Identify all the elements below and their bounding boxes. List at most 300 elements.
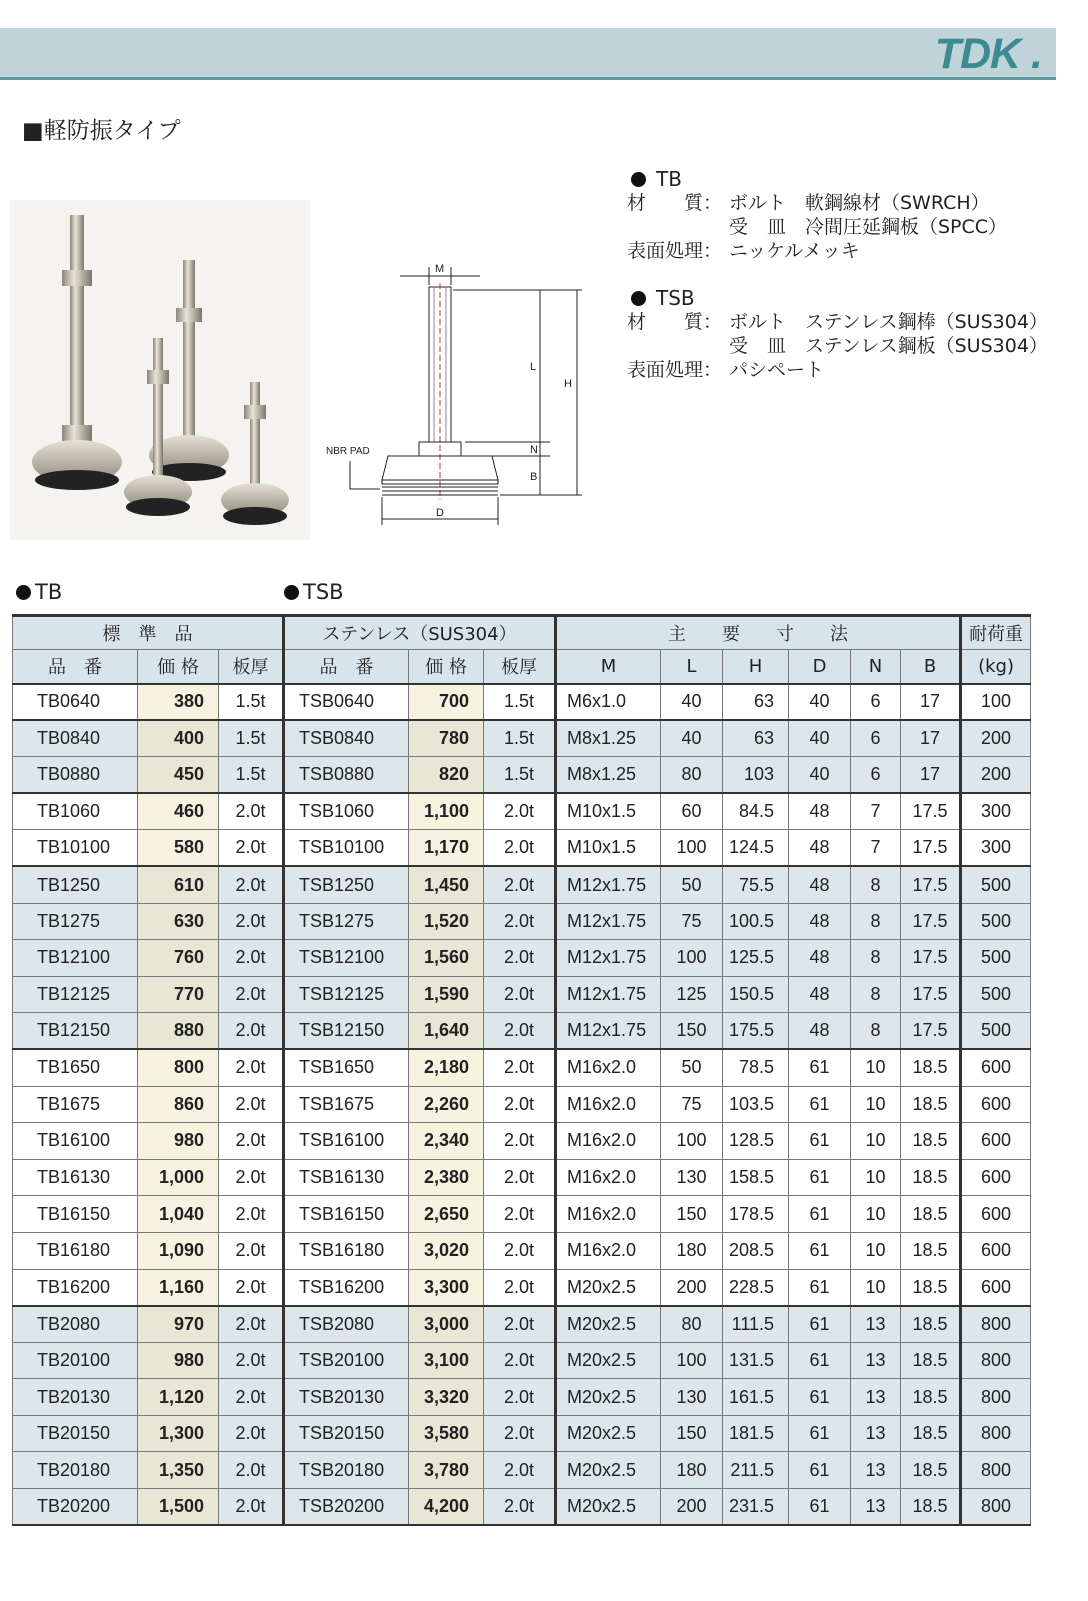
- table-row: [13, 1159, 1031, 1196]
- cell-tbt: 2.0t: [219, 1415, 284, 1452]
- cell-n: 6: [851, 757, 901, 794]
- table-row: [13, 1489, 1031, 1526]
- cell-tsbt: 2.0t: [484, 976, 556, 1013]
- cell-tbt: 2.0t: [219, 940, 284, 977]
- cell-tsbp: 1,100: [409, 793, 484, 830]
- cell-tsb: TSB16100: [284, 1123, 409, 1160]
- spec-tb-material-label: 材 質：: [627, 192, 723, 214]
- cell-tsb: TSB16180: [284, 1232, 409, 1269]
- cell-tsb: TSB16130: [284, 1159, 409, 1196]
- cell-tbp: 400: [138, 720, 219, 757]
- cell-tbp: 1,300: [138, 1415, 219, 1452]
- table-row: [13, 1379, 1031, 1416]
- cell-h: 84.5: [723, 793, 789, 830]
- cell-m: M20x2.5: [556, 1379, 661, 1416]
- col-h: H: [723, 650, 789, 684]
- cell-tbp: 580: [138, 830, 219, 867]
- cell-load: 500: [961, 1013, 1031, 1050]
- cell-tsb: TSB0840: [284, 720, 409, 757]
- cell-tsbt: 2.0t: [484, 1232, 556, 1269]
- cell-b: 18.5: [901, 1452, 961, 1489]
- spec-tsb-material-plate: 受 皿 ステンレス鋼板（SUS304）: [729, 335, 1048, 357]
- dim-d-label: D: [436, 507, 444, 519]
- cell-load: 600: [961, 1232, 1031, 1269]
- cell-tbp: 970: [138, 1306, 219, 1343]
- spec-tsb-title: TSB: [627, 286, 1048, 310]
- cell-tsbt: 2.0t: [484, 1415, 556, 1452]
- cell-n: 13: [851, 1342, 901, 1379]
- cell-tb: TB16150: [13, 1196, 138, 1233]
- spec-table: [12, 614, 1031, 1526]
- cell-d: 48: [789, 866, 851, 903]
- cell-tbt: 2.0t: [219, 793, 284, 830]
- col-n: N: [851, 650, 901, 684]
- cell-m: M16x2.0: [556, 1196, 661, 1233]
- cell-l: 200: [661, 1269, 723, 1306]
- cell-b: 18.5: [901, 1159, 961, 1196]
- cell-d: 61: [789, 1489, 851, 1526]
- cell-tsb: TSB20130: [284, 1379, 409, 1416]
- cell-tbt: 1.5t: [219, 757, 284, 794]
- cell-m: M20x2.5: [556, 1269, 661, 1306]
- cell-tsb: TSB16150: [284, 1196, 409, 1233]
- nbr-pad-label: NBR PAD: [326, 446, 370, 457]
- cell-tsbp: 3,100: [409, 1342, 484, 1379]
- cell-tsb: TSB20180: [284, 1452, 409, 1489]
- cell-load: 600: [961, 1086, 1031, 1123]
- cell-load: 800: [961, 1379, 1031, 1416]
- cell-tbp: 1,000: [138, 1159, 219, 1196]
- cell-tbp: 1,350: [138, 1452, 219, 1489]
- cell-tb: TB12100: [13, 940, 138, 977]
- cell-tb: TB20180: [13, 1452, 138, 1489]
- cell-tsbp: 1,170: [409, 830, 484, 867]
- brand-logo: TDK .: [934, 30, 1042, 78]
- cell-l: 130: [661, 1159, 723, 1196]
- cell-l: 75: [661, 903, 723, 940]
- cell-tb: TB0640: [13, 684, 138, 721]
- cell-tsbp: 2,180: [409, 1049, 484, 1086]
- cell-h: 63: [723, 720, 789, 757]
- cell-m: M8x1.25: [556, 720, 661, 757]
- cell-l: 50: [661, 1049, 723, 1086]
- spec-tsb-material-label: 材 質：: [627, 311, 723, 333]
- cell-d: 61: [789, 1415, 851, 1452]
- cell-tsbt: 2.0t: [484, 940, 556, 977]
- bullet-icon: [631, 291, 646, 306]
- cell-l: 125: [661, 976, 723, 1013]
- cell-m: M16x2.0: [556, 1159, 661, 1196]
- cell-m: M16x2.0: [556, 1123, 661, 1160]
- cell-tsbt: 2.0t: [484, 1049, 556, 1086]
- col-tsb-thickness: 板厚: [484, 650, 556, 684]
- cell-tsbt: 1.5t: [484, 684, 556, 721]
- cell-load: 600: [961, 1123, 1031, 1160]
- cell-load: 800: [961, 1452, 1031, 1489]
- cell-tsbt: 2.0t: [484, 1196, 556, 1233]
- cell-tbp: 980: [138, 1123, 219, 1160]
- table-row: [13, 1452, 1031, 1489]
- dimension-diagram: [320, 255, 590, 535]
- cell-b: 17.5: [901, 940, 961, 977]
- cell-tsb: TSB10100: [284, 830, 409, 867]
- spec-tb-title: TB: [627, 167, 1007, 191]
- cell-d: 48: [789, 976, 851, 1013]
- cell-l: 180: [661, 1452, 723, 1489]
- cell-tbp: 1,160: [138, 1269, 219, 1306]
- cell-d: 61: [789, 1342, 851, 1379]
- cell-tsbp: 820: [409, 757, 484, 794]
- cell-b: 18.5: [901, 1269, 961, 1306]
- cell-tbt: 2.0t: [219, 1013, 284, 1050]
- table-row: [13, 1306, 1031, 1343]
- dim-m-label: M: [435, 263, 445, 275]
- cell-tbt: 2.0t: [219, 1123, 284, 1160]
- cell-h: 150.5: [723, 976, 789, 1013]
- table-row: [13, 757, 1031, 794]
- cell-load: 600: [961, 1269, 1031, 1306]
- cell-h: 158.5: [723, 1159, 789, 1196]
- cell-tsb: TSB20150: [284, 1415, 409, 1452]
- cell-tsbp: 3,300: [409, 1269, 484, 1306]
- cell-l: 100: [661, 1342, 723, 1379]
- cell-b: 18.5: [901, 1306, 961, 1343]
- col-load-unit: (kg): [961, 650, 1031, 684]
- cell-load: 800: [961, 1415, 1031, 1452]
- cell-l: 80: [661, 757, 723, 794]
- cell-tbp: 800: [138, 1049, 219, 1086]
- cell-h: 75.5: [723, 866, 789, 903]
- cell-tsbp: 1,560: [409, 940, 484, 977]
- cell-load: 800: [961, 1489, 1031, 1526]
- cell-load: 600: [961, 1049, 1031, 1086]
- cell-h: 63: [723, 684, 789, 721]
- cell-m: M10x1.5: [556, 830, 661, 867]
- header-load: 耐荷重: [961, 616, 1031, 650]
- cell-tb: TB20200: [13, 1489, 138, 1526]
- cell-b: 17: [901, 757, 961, 794]
- cell-tbt: 2.0t: [219, 830, 284, 867]
- header-stainless: ステンレス（SUS304）: [284, 616, 556, 650]
- cell-n: 6: [851, 684, 901, 721]
- cell-d: 61: [789, 1269, 851, 1306]
- cell-b: 17: [901, 684, 961, 721]
- cell-d: 61: [789, 1232, 851, 1269]
- cell-n: 10: [851, 1269, 901, 1306]
- col-tb-price: 価 格: [138, 650, 219, 684]
- cell-tb: TB12150: [13, 1013, 138, 1050]
- cell-load: 600: [961, 1159, 1031, 1196]
- cell-m: M20x2.5: [556, 1452, 661, 1489]
- cell-m: M10x1.5: [556, 793, 661, 830]
- cell-b: 18.5: [901, 1342, 961, 1379]
- cell-h: 103: [723, 757, 789, 794]
- cell-tsb: TSB1275: [284, 903, 409, 940]
- cell-tsbp: 3,020: [409, 1232, 484, 1269]
- cell-tsb: TSB1650: [284, 1049, 409, 1086]
- dim-n-label: N: [530, 444, 538, 456]
- cell-tbt: 2.0t: [219, 976, 284, 1013]
- cell-l: 75: [661, 1086, 723, 1123]
- cell-tsbt: 2.0t: [484, 903, 556, 940]
- spec-tb: [627, 167, 1007, 263]
- cell-d: 61: [789, 1086, 851, 1123]
- cell-tbt: 2.0t: [219, 903, 284, 940]
- table-row: [13, 793, 1031, 830]
- cell-b: 17.5: [901, 866, 961, 903]
- cell-tsb: TSB12150: [284, 1013, 409, 1050]
- cell-h: 131.5: [723, 1342, 789, 1379]
- cell-tbt: 2.0t: [219, 1306, 284, 1343]
- header-dimensions: 主 要 寸 法: [556, 616, 961, 650]
- cell-b: 18.5: [901, 1415, 961, 1452]
- cell-tbp: 1,120: [138, 1379, 219, 1416]
- cell-tbt: 2.0t: [219, 1049, 284, 1086]
- spec-tsb-material-bolt: ボルト ステンレス鋼棒（SUS304）: [729, 311, 1048, 333]
- cell-tsbt: 2.0t: [484, 1379, 556, 1416]
- cell-tbp: 630: [138, 903, 219, 940]
- cell-tb: TB16130: [13, 1159, 138, 1196]
- cell-load: 500: [961, 940, 1031, 977]
- cell-tbp: 1,090: [138, 1232, 219, 1269]
- bullet-icon: [631, 172, 646, 187]
- cell-l: 100: [661, 1123, 723, 1160]
- cell-d: 48: [789, 1013, 851, 1050]
- table-row: [13, 903, 1031, 940]
- cell-load: 500: [961, 976, 1031, 1013]
- cell-tbt: 2.0t: [219, 1489, 284, 1526]
- cell-tbt: 2.0t: [219, 1196, 284, 1233]
- table-row: [13, 940, 1031, 977]
- cell-load: 800: [961, 1342, 1031, 1379]
- cell-tbp: 450: [138, 757, 219, 794]
- spec-tb-surface-value: ニッケルメッキ: [729, 240, 860, 262]
- table-row: [13, 684, 1031, 721]
- header-bar: [0, 28, 1056, 80]
- cell-load: 800: [961, 1306, 1031, 1343]
- cell-d: 48: [789, 793, 851, 830]
- cell-m: M12x1.75: [556, 1013, 661, 1050]
- cell-d: 48: [789, 830, 851, 867]
- cell-tb: TB12125: [13, 976, 138, 1013]
- cell-tb: TB1675: [13, 1086, 138, 1123]
- cell-n: 7: [851, 793, 901, 830]
- cell-l: 50: [661, 866, 723, 903]
- cell-n: 10: [851, 1049, 901, 1086]
- cell-l: 40: [661, 684, 723, 721]
- cell-d: 48: [789, 940, 851, 977]
- cell-tsbp: 3,000: [409, 1306, 484, 1343]
- cell-l: 150: [661, 1196, 723, 1233]
- cell-n: 10: [851, 1159, 901, 1196]
- cell-n: 10: [851, 1123, 901, 1160]
- cell-load: 100: [961, 684, 1031, 721]
- cell-load: 200: [961, 757, 1031, 794]
- cell-n: 13: [851, 1489, 901, 1526]
- cell-m: M6x1.0: [556, 684, 661, 721]
- table-row: [13, 1232, 1031, 1269]
- cell-l: 60: [661, 793, 723, 830]
- cell-d: 61: [789, 1123, 851, 1160]
- cell-h: 100.5: [723, 903, 789, 940]
- cell-tsb: TSB1250: [284, 866, 409, 903]
- cell-m: M8x1.25: [556, 757, 661, 794]
- col-tb-code: 品 番: [13, 650, 138, 684]
- cell-n: 8: [851, 976, 901, 1013]
- cell-n: 10: [851, 1086, 901, 1123]
- cell-m: M20x2.5: [556, 1306, 661, 1343]
- cell-tsb: TSB2080: [284, 1306, 409, 1343]
- col-tsb-price: 価 格: [409, 650, 484, 684]
- bullet-icon: [16, 585, 31, 600]
- cell-tsbp: 3,780: [409, 1452, 484, 1489]
- cell-h: 124.5: [723, 830, 789, 867]
- spec-tsb-surface-value: パシペート: [729, 359, 825, 381]
- cell-tsb: TSB20100: [284, 1342, 409, 1379]
- cell-tbp: 770: [138, 976, 219, 1013]
- cell-tsb: TSB16200: [284, 1269, 409, 1306]
- cell-h: 178.5: [723, 1196, 789, 1233]
- cell-tbt: 2.0t: [219, 1342, 284, 1379]
- table-label-tsb: TSB: [284, 580, 344, 604]
- cell-l: 150: [661, 1415, 723, 1452]
- col-tb-thickness: 板厚: [219, 650, 284, 684]
- cell-b: 17: [901, 720, 961, 757]
- cell-tsbp: 2,260: [409, 1086, 484, 1123]
- cell-l: 100: [661, 940, 723, 977]
- cell-tbt: 1.5t: [219, 684, 284, 721]
- cell-tbt: 1.5t: [219, 720, 284, 757]
- cell-tb: TB10100: [13, 830, 138, 867]
- col-b: B: [901, 650, 961, 684]
- spec-tb-material-bolt: ボルト 軟鋼線材（SWRCH）: [729, 192, 990, 214]
- cell-tsbp: 4,200: [409, 1489, 484, 1526]
- cell-tbp: 610: [138, 866, 219, 903]
- cell-h: 228.5: [723, 1269, 789, 1306]
- cell-tsbt: 2.0t: [484, 866, 556, 903]
- cell-tbp: 1,500: [138, 1489, 219, 1526]
- cell-tsbp: 1,590: [409, 976, 484, 1013]
- cell-h: 161.5: [723, 1379, 789, 1416]
- cell-tbt: 2.0t: [219, 1452, 284, 1489]
- cell-n: 8: [851, 866, 901, 903]
- cell-h: 128.5: [723, 1123, 789, 1160]
- cell-b: 18.5: [901, 1489, 961, 1526]
- table-row: [13, 1086, 1031, 1123]
- cell-m: M12x1.75: [556, 940, 661, 977]
- table-row: [13, 830, 1031, 867]
- cell-d: 61: [789, 1049, 851, 1086]
- cell-tsbp: 3,320: [409, 1379, 484, 1416]
- cell-n: 13: [851, 1452, 901, 1489]
- cell-tbt: 2.0t: [219, 1379, 284, 1416]
- col-d: D: [789, 650, 851, 684]
- cell-tsbp: 1,450: [409, 866, 484, 903]
- cell-tsbp: 780: [409, 720, 484, 757]
- cell-b: 18.5: [901, 1379, 961, 1416]
- table-row: [13, 976, 1031, 1013]
- cell-tsb: TSB0640: [284, 684, 409, 721]
- table-row: [13, 720, 1031, 757]
- cell-tbp: 760: [138, 940, 219, 977]
- cell-n: 7: [851, 830, 901, 867]
- cell-tb: TB1650: [13, 1049, 138, 1086]
- cell-load: 200: [961, 720, 1031, 757]
- cell-tb: TB0840: [13, 720, 138, 757]
- cell-l: 150: [661, 1013, 723, 1050]
- cell-tbp: 860: [138, 1086, 219, 1123]
- cell-d: 40: [789, 684, 851, 721]
- cell-tsb: TSB1675: [284, 1086, 409, 1123]
- cell-b: 17.5: [901, 830, 961, 867]
- cell-tsbp: 3,580: [409, 1415, 484, 1452]
- cell-tbt: 2.0t: [219, 1159, 284, 1196]
- table-row: [13, 1196, 1031, 1233]
- cell-m: M20x2.5: [556, 1415, 661, 1452]
- cell-tbt: 2.0t: [219, 1086, 284, 1123]
- table-row: [13, 1415, 1031, 1452]
- cell-m: M16x2.0: [556, 1232, 661, 1269]
- cell-n: 10: [851, 1232, 901, 1269]
- cell-b: 18.5: [901, 1049, 961, 1086]
- cell-n: 8: [851, 1013, 901, 1050]
- cell-tbt: 2.0t: [219, 1232, 284, 1269]
- cell-tb: TB16100: [13, 1123, 138, 1160]
- cell-tsbt: 2.0t: [484, 1452, 556, 1489]
- cell-d: 40: [789, 757, 851, 794]
- spec-tb-material-plate: 受 皿 冷間圧延鋼板（SPCC）: [729, 216, 1008, 238]
- cell-tsbt: 2.0t: [484, 1159, 556, 1196]
- cell-b: 17.5: [901, 793, 961, 830]
- table-row: [13, 866, 1031, 903]
- col-tsb-code: 品 番: [284, 650, 409, 684]
- cell-m: M16x2.0: [556, 1086, 661, 1123]
- cell-tsbp: 700: [409, 684, 484, 721]
- cell-tsbt: 2.0t: [484, 793, 556, 830]
- cell-tsbt: 2.0t: [484, 1269, 556, 1306]
- cell-h: 175.5: [723, 1013, 789, 1050]
- cell-d: 61: [789, 1452, 851, 1489]
- col-m: M: [556, 650, 661, 684]
- cell-tbt: 2.0t: [219, 866, 284, 903]
- cell-load: 500: [961, 903, 1031, 940]
- cell-l: 100: [661, 830, 723, 867]
- cell-b: 17.5: [901, 903, 961, 940]
- cell-tbp: 880: [138, 1013, 219, 1050]
- cell-tsbp: 1,520: [409, 903, 484, 940]
- cell-d: 61: [789, 1196, 851, 1233]
- cell-tsb: TSB12100: [284, 940, 409, 977]
- cell-m: M12x1.75: [556, 866, 661, 903]
- cell-h: 125.5: [723, 940, 789, 977]
- cell-load: 600: [961, 1196, 1031, 1233]
- cell-tb: TB2080: [13, 1306, 138, 1343]
- cell-tsbt: 1.5t: [484, 720, 556, 757]
- cell-tsbt: 2.0t: [484, 1123, 556, 1160]
- cell-m: M20x2.5: [556, 1489, 661, 1526]
- cell-h: 103.5: [723, 1086, 789, 1123]
- cell-m: M12x1.75: [556, 976, 661, 1013]
- spec-tsb-surface-label: 表面処理：: [627, 359, 723, 381]
- dim-l-label: L: [530, 361, 537, 373]
- table-row: [13, 1342, 1031, 1379]
- cell-tsbt: 2.0t: [484, 1306, 556, 1343]
- cell-h: 181.5: [723, 1415, 789, 1452]
- cell-h: 111.5: [723, 1306, 789, 1343]
- cell-b: 18.5: [901, 1232, 961, 1269]
- cell-d: 61: [789, 1379, 851, 1416]
- header-standard: 標 準 品: [13, 616, 284, 650]
